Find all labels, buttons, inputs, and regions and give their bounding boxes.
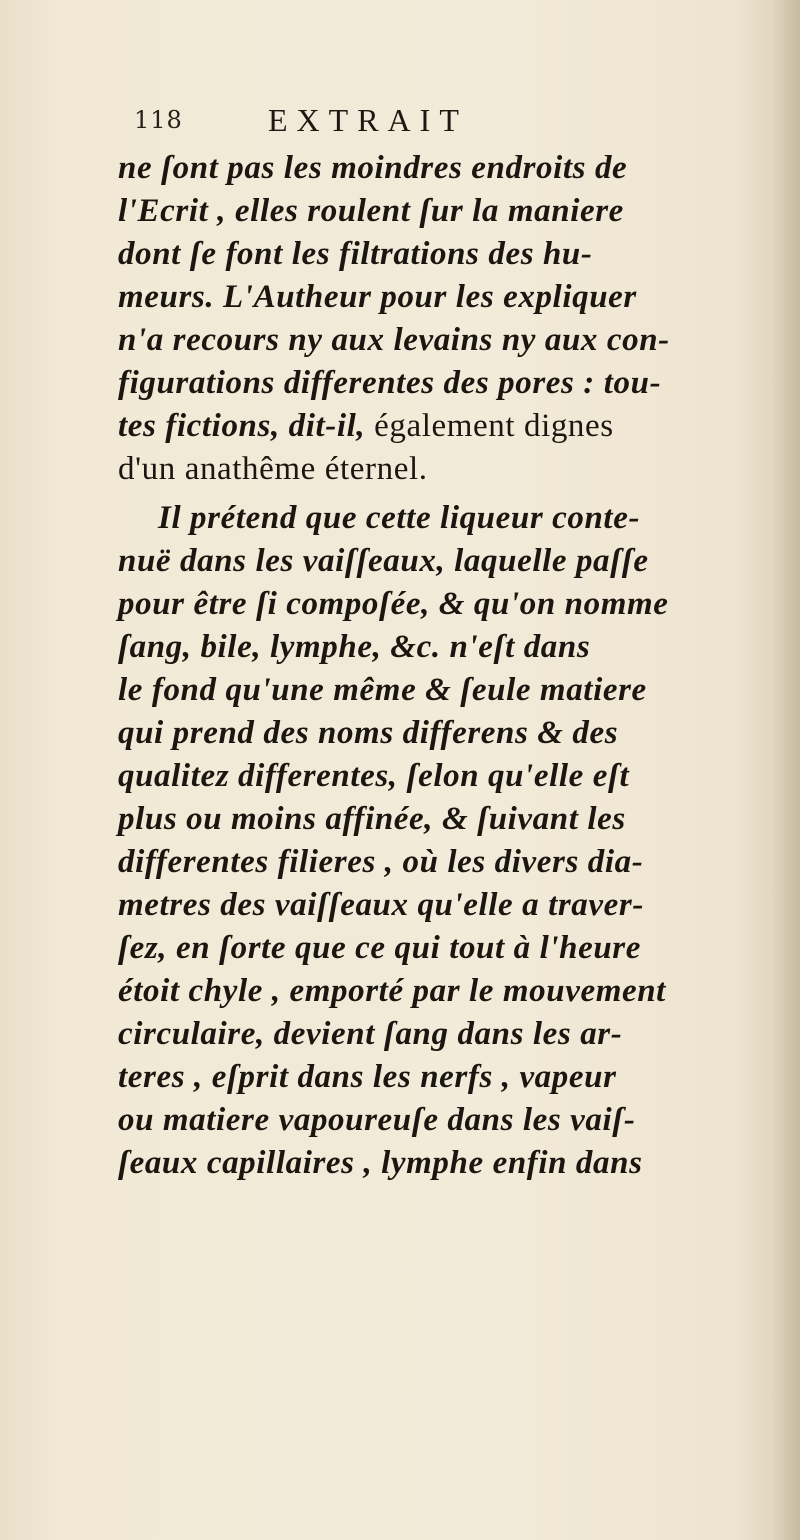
text-line: nuë dans les vaiſſeaux, laquelle paſſe — [118, 543, 649, 579]
text-line: plus ou moins affinée, & ſuivant les — [118, 801, 626, 837]
text-line: d'un anathême éternel. — [118, 451, 428, 487]
text-line: tes fictions, dit-il, également dignes — [118, 408, 614, 444]
text-line: ſez, en ſorte que ce qui tout à l'heure — [118, 930, 641, 966]
text-line: differentes filieres , où les divers dia- — [118, 844, 644, 880]
text-line: ſang, bile, lymphe, &c. n'eſt dans — [118, 629, 591, 665]
text-line: meurs. L'Autheur pour les expliquer — [118, 279, 637, 315]
text-line: Il prétend que cette liqueur conte- — [158, 500, 641, 536]
page-number: 118 — [134, 106, 183, 134]
text-line: dont ſe font les filtrations des hu- — [118, 236, 593, 272]
text-line: ne ſont pas les moindres endroits de — [118, 150, 628, 186]
text-line: l'Ecrit , elles roulent ſur la maniere — [118, 193, 624, 229]
text-line: ſeaux capillaires , lymphe enfin dans — [118, 1145, 643, 1181]
text-line: circulaire, devient ſang dans les ar- — [118, 1016, 623, 1052]
text-line: qui prend des noms differens & des — [118, 715, 619, 751]
text-line: figurations differentes des pores : tou- — [118, 365, 662, 401]
page-edge-shadow — [772, 0, 800, 1540]
running-title: EXTRAIT — [268, 102, 468, 138]
text-line: qualitez differentes, ſelon qu'elle eſt — [118, 758, 630, 794]
text-line: pour être ſi compoſée, & qu'on nomme — [118, 586, 669, 622]
text-line: n'a recours ny aux levains ny aux con- — [118, 322, 670, 358]
text-line: le fond qu'une même & ſeule matiere — [118, 672, 647, 708]
text-line: étoit chyle , emporté par le mouvement — [118, 973, 666, 1009]
text-line: ou matiere vapoureuſe dans les vaiſ- — [118, 1102, 636, 1138]
text-line: metres des vaiſſeaux qu'elle a traver- — [118, 887, 644, 923]
text-line: teres , eſprit dans les nerfs , vapeur — [118, 1059, 617, 1095]
running-head — [108, 100, 628, 150]
